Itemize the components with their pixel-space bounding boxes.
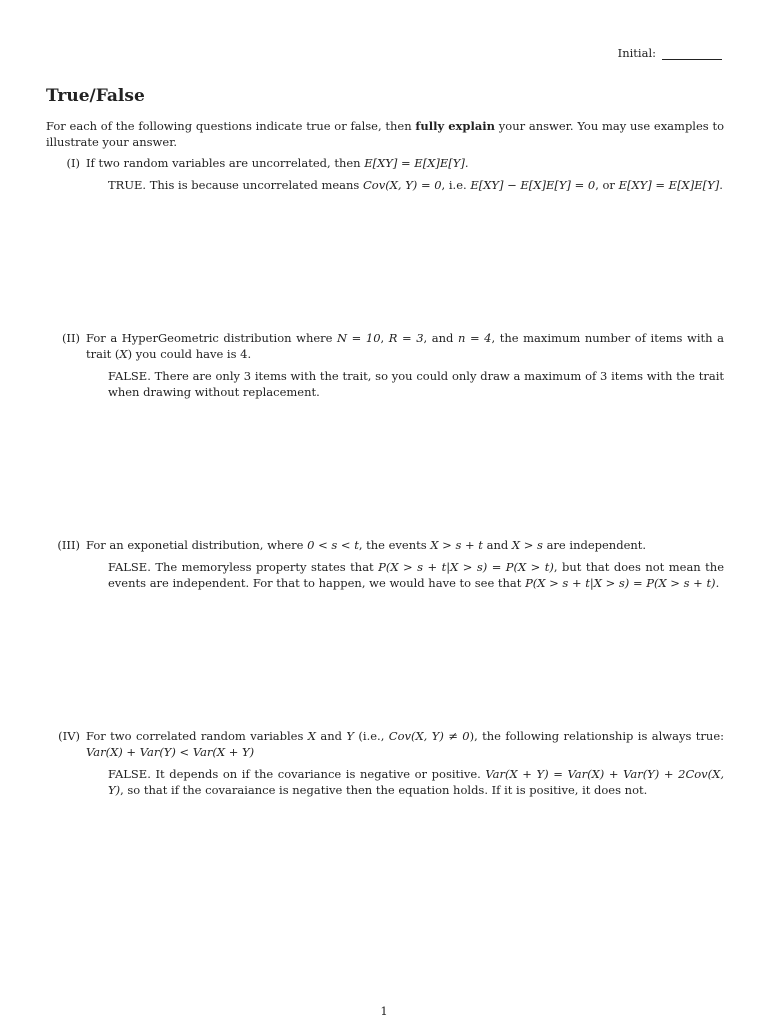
answer-text: FALSE. It depends on if the covariance is negative or positive. Var(X + Y) = Var(X) + Var(Y) + 2Cov(X, Y), so that if the covaraiance is negative then the equation holds. If it is positive, it does not. (108, 767, 724, 797)
question-number: (IV) (58, 729, 80, 743)
question-1 (46, 155, 724, 193)
intro-bold-text: fully explain (415, 119, 496, 133)
question-3 (46, 537, 724, 591)
initial-field (618, 46, 722, 60)
instructions-paragraph (46, 118, 724, 150)
question-text: If two random variables are uncorrelated, then E[XY] = E[X]E[Y]. (86, 156, 469, 170)
question-text: For a HyperGeometric distribution where N = 10, R = 3, and n = 4, the maximum number of items with a trait (X) you could have is 4. (86, 331, 725, 361)
initial-blank-line (662, 47, 722, 60)
intro-text: For each of the following questions indicate true or false, then (46, 119, 416, 133)
answer-text: FALSE. There are only 3 items with the trait, so you could only draw a maximum of 3 items with the trait when drawing without replacement. (108, 369, 724, 399)
initial-label: Initial: (617, 46, 656, 60)
question-4 (46, 728, 724, 798)
question-number: (II) (61, 331, 80, 345)
intro-text-end: your answer. You may use examples to illustrate your answer. (46, 119, 724, 149)
page-number: 1 (380, 1004, 388, 1018)
answer-text: TRUE. This is because uncorrelated means Cov(X, Y) = 0, i.e. E[XY] − E[X]E[Y] = 0, or E[XY] = E[X]E[Y]. (108, 178, 723, 192)
section-title: True/False (46, 86, 145, 106)
question-2 (46, 330, 724, 400)
question-text: For two correlated random variables X and Y (i.e., Cov(X, Y) ≠ 0), the following relationship is always true: Var(X) + Var(Y) < Var(X + Y) (86, 729, 725, 759)
question-number: (I) (66, 156, 80, 170)
answer-text: FALSE. The memoryless property states that P(X > s + t|X > s) = P(X > t), but that does not mean the events are independent. For that to happen, we would have to see that P(X > s + t|X > s) = P(X > s + t). (108, 560, 725, 590)
question-text: For an exponetial distribution, where 0 < s < t, the events X > s + t and X > s are independent. (86, 538, 647, 552)
question-number: (III) (57, 538, 80, 552)
